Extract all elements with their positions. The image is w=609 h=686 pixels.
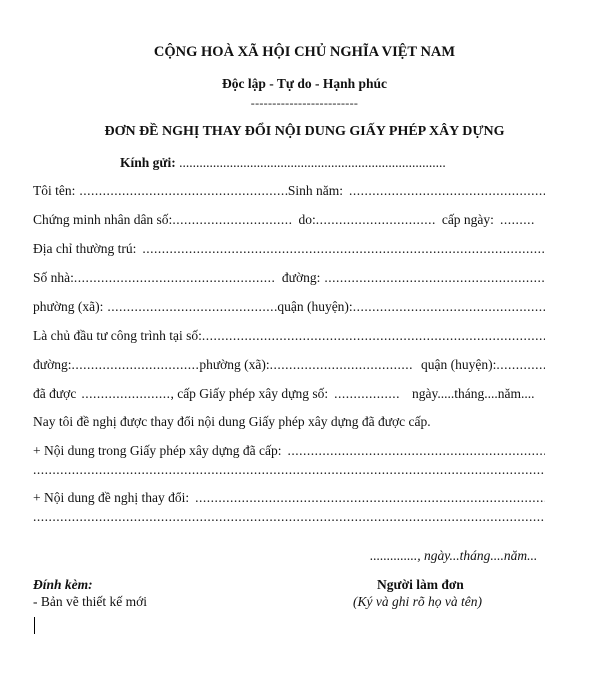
ward2-label: phường (xã): — [199, 357, 270, 372]
country-name: CỘNG HOÀ XÃ HỘI CHỦ NGHĨA VIỆT NAM — [153, 44, 456, 60]
granted-label: đã được — [33, 386, 77, 401]
national-motto: Độc lập - Tự do - Hạnh phúc — [221, 76, 388, 91]
id-card-row — [33, 212, 545, 230]
issued-by-input[interactable]: ............................... — [315, 212, 436, 227]
ward-row — [33, 299, 545, 317]
street-label: đường: — [281, 270, 321, 285]
name-row — [33, 183, 545, 201]
birth-year-input[interactable] — [349, 183, 545, 199]
permit-date[interactable]: ngày.....tháng....năm.... — [411, 386, 535, 401]
project-address-row — [33, 357, 545, 375]
change-content-line-2[interactable] — [33, 509, 545, 527]
birth-year-label: Sinh năm: — [287, 183, 343, 198]
address-row — [33, 241, 545, 259]
change-content-input[interactable] — [195, 490, 545, 506]
issued-by-label: do: — [298, 212, 316, 227]
owner-row — [33, 328, 545, 346]
signer-label: Người làm đơn — [377, 577, 464, 592]
house-no-input[interactable] — [74, 270, 274, 286]
current-content-row — [33, 443, 545, 461]
current-content-line-2[interactable] — [33, 462, 545, 480]
current-content-label: + Nội dung trong Giấy phép xây dựng đã cấp: — [33, 443, 282, 458]
district-label: quận (huyện): — [277, 299, 353, 314]
change-content-label: + Nội dung đề nghị thay đổi: — [33, 490, 190, 505]
street-input[interactable] — [324, 270, 545, 286]
request-row — [33, 414, 545, 432]
current-content-input[interactable] — [288, 443, 545, 459]
greeting-dots[interactable]: ............................................................................... — [179, 155, 446, 170]
address-label: Địa chỉ thường trú: — [33, 241, 137, 256]
ward-label: phường (xã): — [33, 299, 104, 314]
current-content-dots[interactable] — [33, 462, 545, 478]
street2-input[interactable]: ................................. — [71, 357, 200, 372]
owner-input[interactable] — [202, 328, 545, 344]
permit-no-input[interactable]: ................. — [334, 386, 400, 401]
request-text: Nay tôi đề nghị được thay đổi nội dung Giấy phép xây dựng đã được cấp. — [33, 414, 431, 429]
district2-label: quận (huyện): — [421, 357, 497, 372]
id-card-label: Chứng minh nhân dân số: — [33, 212, 173, 227]
signer-note: (Ký và ghi rõ họ và tên) — [353, 594, 482, 609]
change-content-row — [33, 490, 545, 508]
greeting-label: Kính gửi: — [120, 155, 176, 170]
attachment-label: Đính kèm: — [33, 577, 93, 592]
district-input[interactable] — [353, 299, 545, 315]
ward-input[interactable] — [107, 299, 277, 315]
greeting-line — [120, 155, 446, 171]
change-content-dots[interactable] — [33, 509, 545, 525]
house-no-label: Số nhà: — [33, 270, 74, 285]
district2-input[interactable] — [496, 357, 545, 373]
owner-label: Là chủ đầu tư công trình tại số: — [33, 328, 202, 343]
text-cursor — [34, 617, 35, 634]
attachment-item: - Bản vẽ thiết kế mới — [33, 594, 147, 609]
name-label: Tôi tên: — [33, 183, 76, 198]
header-separator: ------------------------- — [250, 96, 359, 110]
permit-no-label: , cấp Giấy phép xây dựng số: — [170, 386, 329, 401]
sign-date: .............., ngày...tháng....năm... — [370, 548, 538, 563]
granted-input[interactable]: ....................... — [81, 386, 171, 401]
document-title: ĐƠN ĐỀ NGHỊ THAY ĐỔI NỘI DUNG GIẤY PHÉP XÂY DỰNG — [104, 124, 505, 139]
street2-label: đường: — [33, 357, 72, 372]
ward2-input[interactable]: ..................................... — [269, 357, 414, 372]
issue-date-label: cấp ngày: — [441, 212, 494, 227]
house-row — [33, 270, 545, 288]
address-input[interactable] — [142, 241, 545, 257]
name-input[interactable] — [79, 183, 287, 199]
permit-row — [33, 386, 545, 404]
id-card-input[interactable]: ............................... — [172, 212, 293, 227]
issue-date-input[interactable]: ......... — [499, 212, 535, 227]
